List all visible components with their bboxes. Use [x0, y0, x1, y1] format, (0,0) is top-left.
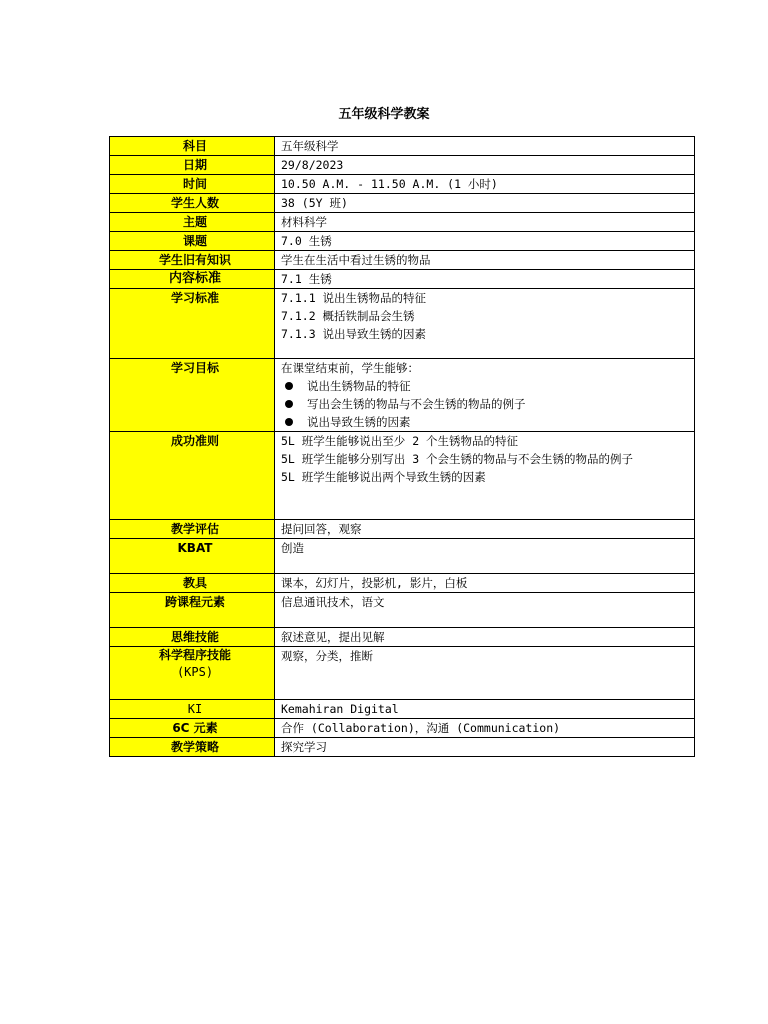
row-value: [275, 574, 695, 593]
objective-list: [281, 377, 694, 431]
table-row-kbat: [110, 539, 695, 574]
table-row-6c: [110, 719, 695, 738]
value-line: 信息通讯技术，语文: [281, 595, 385, 609]
value-line: 在课堂结束前，学生能够：: [281, 361, 419, 375]
row-value: [275, 520, 695, 539]
row-value: [275, 628, 695, 647]
value-line: 材料科学: [281, 215, 327, 229]
row-value: [275, 593, 695, 628]
row-value: [275, 175, 695, 194]
row-label: 跨课程元素: [110, 593, 275, 628]
row-label: 6C 元素: [110, 719, 275, 738]
row-label: 教学策略: [110, 738, 275, 757]
row-label: 学生旧有知识: [110, 251, 275, 270]
value-line: 7.0 生锈: [281, 234, 332, 248]
table-row-prior-knowledge: [110, 251, 695, 270]
row-value: [275, 270, 695, 289]
row-label: 时间: [110, 175, 275, 194]
list-item-text: 说出生锈物品的特征: [307, 379, 411, 393]
table-row-assessment: [110, 520, 695, 539]
table-row-ki: [110, 700, 695, 719]
value-line: 29/8/2023: [281, 158, 344, 172]
row-value: [275, 194, 695, 213]
list-item-text: 写出会生锈的物品与不会生锈的物品的例子: [307, 397, 526, 411]
table-row-cross-curricular: [110, 593, 695, 628]
row-label: 教学评估: [110, 520, 275, 539]
row-value: [275, 137, 695, 156]
value-line: 7.1.3 说出导致生锈的因素: [281, 327, 427, 341]
list-item: [281, 395, 694, 413]
table-row-theme: [110, 213, 695, 232]
row-value: [275, 539, 695, 574]
bullet-icon: [285, 382, 293, 390]
row-value: [275, 251, 695, 270]
table-row-topic: [110, 232, 695, 251]
value-line: 学生在生活中看过生锈的物品: [281, 253, 431, 267]
value-line: 5L 班学生能够说出两个导致生锈的因素: [281, 470, 486, 484]
value-line: 7.1 生锈: [281, 272, 332, 286]
table-row-success-criteria: [110, 432, 695, 520]
value-line: 7.1.2 概括铁制品会生锈: [281, 309, 415, 323]
row-value: [275, 647, 695, 700]
bullet-icon: [285, 400, 293, 408]
label-line: 科学程序技能: [158, 648, 231, 662]
row-label: 学习标准: [110, 289, 275, 359]
value-line: 合作 (Collaboration)，沟通 (Communication): [281, 721, 561, 735]
row-label: 内容标准: [110, 270, 275, 289]
value-line: 7.1.1 说出生锈物品的特征: [281, 291, 427, 305]
value-line: 创造: [281, 541, 304, 555]
row-value: [275, 738, 695, 757]
table-row-strategy: [110, 738, 695, 757]
value-line: 5L 班学生能够分别写出 3 个会生锈的物品与不会生锈的物品的例子: [281, 452, 634, 466]
row-label: 日期: [110, 156, 275, 175]
list-item: [281, 377, 694, 395]
row-label: KBAT: [110, 539, 275, 574]
lesson-plan-table: [109, 136, 695, 757]
table-row-thinking-skills: [110, 628, 695, 647]
table-row-date: [110, 156, 695, 175]
row-label: 成功准则: [110, 432, 275, 520]
table-row-time: [110, 175, 695, 194]
table-row-learning-standard: [110, 289, 695, 359]
row-label: 课题: [110, 232, 275, 251]
value-line: Kemahiran Digital: [281, 702, 399, 716]
row-value: [275, 719, 695, 738]
row-label: [110, 647, 275, 700]
value-line: 叙述意见，提出见解: [281, 630, 385, 644]
row-value: [275, 359, 695, 432]
list-item: [281, 413, 694, 431]
value-line: 探究学习: [281, 740, 327, 754]
row-value: [275, 213, 695, 232]
row-value: [275, 232, 695, 251]
bullet-icon: [285, 418, 293, 426]
table-row-learning-objective: [110, 359, 695, 432]
row-value: [275, 700, 695, 719]
table-row-subject: [110, 137, 695, 156]
page-title: 五年级科学教案: [338, 107, 430, 122]
value-line: 课本，幻灯片，投影机, 影片，白板: [281, 576, 468, 590]
value-line: 5L 班学生能够说出至少 2 个生锈物品的特征: [281, 434, 519, 448]
list-item-text: 说出导致生锈的因素: [307, 415, 411, 429]
value-line: 观察，分类，推断: [281, 649, 373, 663]
table-row-kps: [110, 647, 695, 700]
label-line: (KPS): [176, 665, 214, 679]
row-label: 学生人数: [110, 194, 275, 213]
row-label: 教具: [110, 574, 275, 593]
row-label: 学习目标: [110, 359, 275, 432]
value-line: 五年级科学: [281, 139, 339, 153]
row-label: 科目: [110, 137, 275, 156]
table-row-student-count: [110, 194, 695, 213]
row-label: 主题: [110, 213, 275, 232]
value-line: 提问回答，观察: [281, 522, 362, 536]
table-row-content-standard: [110, 270, 695, 289]
row-label: 思维技能: [110, 628, 275, 647]
value-line: 38 (5Y 班): [281, 196, 348, 210]
table-row-teaching-aids: [110, 574, 695, 593]
row-label: KI: [110, 700, 275, 719]
row-value: [275, 432, 695, 520]
value-line: 10.50 A.M. - 11.50 A.M. (1 小时): [281, 177, 498, 191]
row-value: [275, 156, 695, 175]
row-value: [275, 289, 695, 359]
